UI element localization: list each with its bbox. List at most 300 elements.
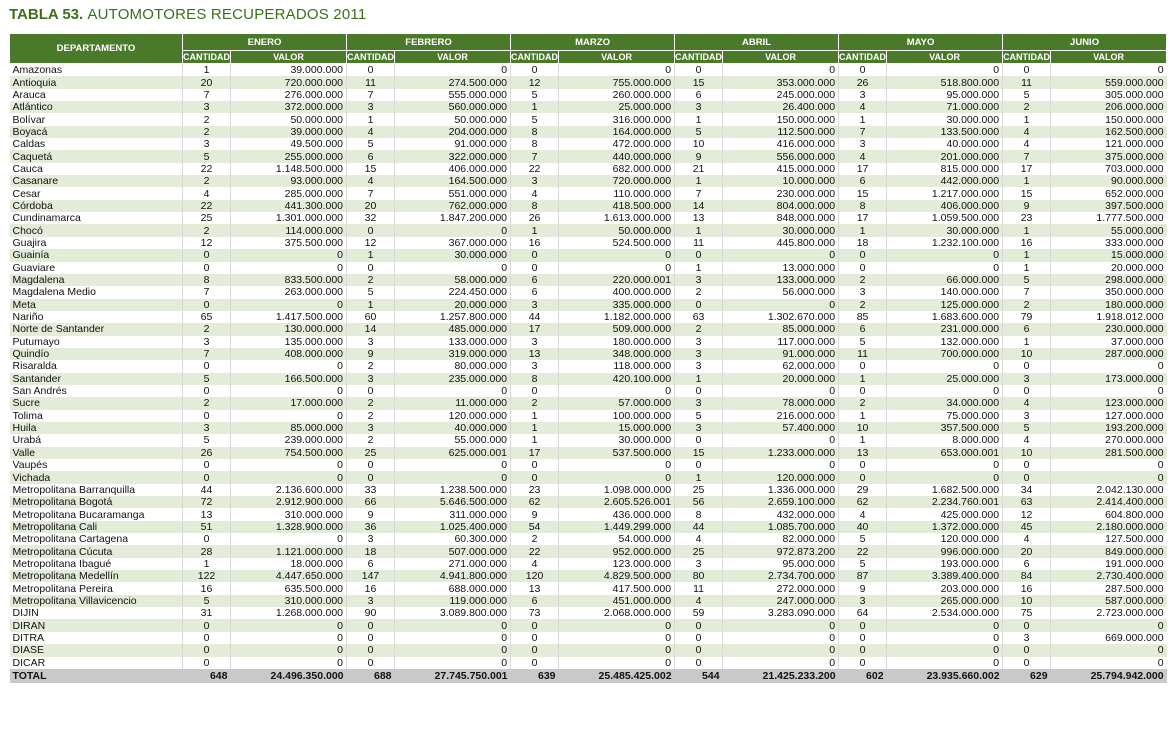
cantidad-cell: 5 bbox=[839, 533, 887, 545]
cantidad-cell: 6 bbox=[511, 286, 559, 298]
valor-cell: 0 bbox=[1051, 471, 1167, 483]
departamento-cell: Vichada bbox=[10, 471, 183, 483]
valor-cell: 0 bbox=[723, 385, 839, 397]
valor-cell: 91.000.000 bbox=[395, 138, 511, 150]
cantidad-cell: 6 bbox=[347, 558, 395, 570]
valor-cell: 117.000.000 bbox=[723, 336, 839, 348]
cantidad-cell: 0 bbox=[1003, 471, 1051, 483]
departamento-cell: Guainía bbox=[10, 249, 183, 261]
cantidad-cell: 4 bbox=[1003, 434, 1051, 446]
header-valor: VALOR bbox=[559, 51, 675, 64]
cantidad-cell: 7 bbox=[183, 89, 231, 101]
valor-cell: 3.389.400.000 bbox=[887, 570, 1003, 582]
valor-cell: 1.182.000.000 bbox=[559, 311, 675, 323]
cantidad-cell: 22 bbox=[839, 545, 887, 557]
departamento-cell: Vaupés bbox=[10, 459, 183, 471]
cantidad-cell: 20 bbox=[347, 200, 395, 212]
cantidad-cell: 7 bbox=[1003, 286, 1051, 298]
cantidad-cell: 90 bbox=[347, 607, 395, 619]
header-valor: VALOR bbox=[231, 51, 347, 64]
valor-cell: 271.000.000 bbox=[395, 558, 511, 570]
valor-cell: 4.447.650.000 bbox=[231, 570, 347, 582]
valor-cell: 472.000.000 bbox=[559, 138, 675, 150]
departamento-cell: DITRA bbox=[10, 632, 183, 644]
valor-cell: 25.000.000 bbox=[559, 101, 675, 113]
cantidad-cell: 1 bbox=[675, 373, 723, 385]
cantidad-cell: 5 bbox=[1003, 274, 1051, 286]
cantidad-cell: 0 bbox=[839, 64, 887, 77]
cantidad-cell: 10 bbox=[839, 422, 887, 434]
valor-cell: 285.000.000 bbox=[231, 187, 347, 199]
cantidad-cell: 2 bbox=[1003, 299, 1051, 311]
valor-cell: 1.059.500.000 bbox=[887, 212, 1003, 224]
departamento-cell: Huila bbox=[10, 422, 183, 434]
valor-cell: 415.000.000 bbox=[723, 163, 839, 175]
table-row bbox=[10, 299, 1167, 311]
table-body bbox=[10, 64, 1167, 669]
cantidad-cell: 5 bbox=[183, 150, 231, 162]
valor-cell: 322.000.000 bbox=[395, 150, 511, 162]
valor-cell: 0 bbox=[723, 434, 839, 446]
valor-cell: 0 bbox=[723, 632, 839, 644]
cantidad-cell: 3 bbox=[675, 101, 723, 113]
valor-cell: 1.302.670.000 bbox=[723, 311, 839, 323]
valor-cell: 1.233.000.000 bbox=[723, 447, 839, 459]
cantidad-cell: 3 bbox=[347, 533, 395, 545]
cantidad-cell: 8 bbox=[183, 274, 231, 286]
valor-cell: 0 bbox=[559, 64, 675, 77]
cantidad-cell: 8 bbox=[511, 126, 559, 138]
valor-cell: 164.500.000 bbox=[395, 175, 511, 187]
cantidad-cell: 0 bbox=[183, 657, 231, 669]
valor-cell: 416.000.000 bbox=[723, 138, 839, 150]
cantidad-cell: 26 bbox=[183, 447, 231, 459]
cantidad-cell: 9 bbox=[1003, 200, 1051, 212]
valor-cell: 0 bbox=[395, 632, 511, 644]
cantidad-cell: 2 bbox=[183, 175, 231, 187]
table-row bbox=[10, 76, 1167, 88]
valor-cell: 551.000.000 bbox=[395, 187, 511, 199]
valor-cell: 5.646.500.000 bbox=[395, 496, 511, 508]
valor-cell: 432.000.000 bbox=[723, 508, 839, 520]
cantidad-cell: 7 bbox=[511, 150, 559, 162]
valor-cell: 121.000.000 bbox=[1051, 138, 1167, 150]
table-row bbox=[10, 150, 1167, 162]
valor-cell: 1.232.100.000 bbox=[887, 237, 1003, 249]
valor-cell: 0 bbox=[559, 657, 675, 669]
cantidad-cell: 5 bbox=[347, 138, 395, 150]
cantidad-cell: 3 bbox=[675, 558, 723, 570]
valor-cell: 372.000.000 bbox=[231, 101, 347, 113]
cantidad-cell: 13 bbox=[675, 212, 723, 224]
valor-cell: 235.000.000 bbox=[395, 373, 511, 385]
valor-cell: 193.200.000 bbox=[1051, 422, 1167, 434]
table-row bbox=[10, 595, 1167, 607]
valor-cell: 30.000.000 bbox=[887, 224, 1003, 236]
valor-cell: 206.000.000 bbox=[1051, 101, 1167, 113]
departamento-cell: Santander bbox=[10, 373, 183, 385]
cantidad-cell: 0 bbox=[183, 249, 231, 261]
valor-cell: 625.000.001 bbox=[395, 447, 511, 459]
valor-cell: 216.000.000 bbox=[723, 410, 839, 422]
cantidad-cell: 5 bbox=[1003, 89, 1051, 101]
cantidad-cell: 3 bbox=[511, 336, 559, 348]
cantidad-cell: 44 bbox=[675, 521, 723, 533]
cantidad-cell: 0 bbox=[347, 262, 395, 274]
data-table bbox=[9, 33, 1167, 683]
valor-cell: 132.000.000 bbox=[887, 336, 1003, 348]
valor-cell: 305.000.000 bbox=[1051, 89, 1167, 101]
valor-cell: 1.449.299.000 bbox=[559, 521, 675, 533]
cantidad-cell: 17 bbox=[839, 163, 887, 175]
valor-cell: 1.301.000.000 bbox=[231, 212, 347, 224]
valor-cell: 0 bbox=[559, 385, 675, 397]
valor-cell: 0 bbox=[887, 459, 1003, 471]
cantidad-cell: 1 bbox=[1003, 262, 1051, 274]
table-row bbox=[10, 644, 1167, 656]
valor-cell: 57.000.000 bbox=[559, 397, 675, 409]
valor-cell: 485.000.000 bbox=[395, 323, 511, 335]
valor-cell: 2.730.400.000 bbox=[1051, 570, 1167, 582]
total-valor: 21.425.233.200 bbox=[723, 669, 839, 683]
cantidad-cell: 0 bbox=[511, 644, 559, 656]
cantidad-cell: 3 bbox=[183, 422, 231, 434]
valor-cell: 442.000.000 bbox=[887, 175, 1003, 187]
cantidad-cell: 9 bbox=[347, 508, 395, 520]
valor-cell: 0 bbox=[231, 385, 347, 397]
valor-cell: 135.000.000 bbox=[231, 336, 347, 348]
cantidad-cell: 12 bbox=[1003, 508, 1051, 520]
cantidad-cell: 10 bbox=[675, 138, 723, 150]
valor-cell: 15.000.000 bbox=[559, 422, 675, 434]
departamento-cell: DIJIN bbox=[10, 607, 183, 619]
valor-cell: 1.148.500.000 bbox=[231, 163, 347, 175]
cantidad-cell: 45 bbox=[1003, 521, 1051, 533]
table-row bbox=[10, 508, 1167, 520]
valor-cell: 263.000.000 bbox=[231, 286, 347, 298]
cantidad-cell: 0 bbox=[839, 249, 887, 261]
table-row bbox=[10, 496, 1167, 508]
valor-cell: 120.000.000 bbox=[395, 410, 511, 422]
valor-cell: 319.000.000 bbox=[395, 348, 511, 360]
cantidad-cell: 3 bbox=[511, 299, 559, 311]
cantidad-cell: 0 bbox=[1003, 644, 1051, 656]
table-row bbox=[10, 373, 1167, 385]
table-row bbox=[10, 397, 1167, 409]
valor-cell: 30.000.000 bbox=[559, 434, 675, 446]
valor-cell: 39.000.000 bbox=[231, 64, 347, 77]
valor-cell: 0 bbox=[231, 644, 347, 656]
table-row bbox=[10, 101, 1167, 113]
valor-cell: 287.000.000 bbox=[1051, 348, 1167, 360]
cantidad-cell: 0 bbox=[347, 459, 395, 471]
valor-cell: 2.414.400.000 bbox=[1051, 496, 1167, 508]
cantidad-cell: 0 bbox=[839, 619, 887, 631]
cantidad-cell: 1 bbox=[347, 299, 395, 311]
departamento-cell: Cundinamarca bbox=[10, 212, 183, 224]
cantidad-cell: 0 bbox=[839, 459, 887, 471]
cantidad-cell: 1 bbox=[675, 224, 723, 236]
valor-cell: 350.000.000 bbox=[1051, 286, 1167, 298]
valor-cell: 0 bbox=[723, 644, 839, 656]
valor-cell: 0 bbox=[723, 459, 839, 471]
cantidad-cell: 0 bbox=[347, 644, 395, 656]
valor-cell: 1.777.500.000 bbox=[1051, 212, 1167, 224]
cantidad-cell: 0 bbox=[1003, 385, 1051, 397]
valor-cell: 20.000.000 bbox=[723, 373, 839, 385]
cantidad-cell: 2 bbox=[511, 533, 559, 545]
valor-cell: 0 bbox=[1051, 657, 1167, 669]
valor-cell: 0 bbox=[1051, 619, 1167, 631]
table-row bbox=[10, 558, 1167, 570]
valor-cell: 0 bbox=[887, 249, 1003, 261]
valor-cell: 55.000.000 bbox=[395, 434, 511, 446]
cantidad-cell: 11 bbox=[839, 348, 887, 360]
valor-cell: 348.000.000 bbox=[559, 348, 675, 360]
cantidad-cell: 0 bbox=[839, 360, 887, 372]
cantidad-cell: 1 bbox=[183, 64, 231, 77]
cantidad-cell: 11 bbox=[1003, 76, 1051, 88]
total-valor: 24.496.350.000 bbox=[231, 669, 347, 683]
valor-cell: 755.000.000 bbox=[559, 76, 675, 88]
cantidad-cell: 0 bbox=[347, 64, 395, 77]
cantidad-cell: 5 bbox=[1003, 422, 1051, 434]
cantidad-cell: 0 bbox=[511, 262, 559, 274]
cantidad-cell: 3 bbox=[1003, 632, 1051, 644]
departamento-cell: Metropolitana Cartagena bbox=[10, 533, 183, 545]
cantidad-cell: 1 bbox=[675, 262, 723, 274]
valor-cell: 1.268.000.000 bbox=[231, 607, 347, 619]
cantidad-cell: 5 bbox=[183, 434, 231, 446]
valor-cell: 239.000.000 bbox=[231, 434, 347, 446]
cantidad-cell: 0 bbox=[347, 471, 395, 483]
valor-cell: 555.000.000 bbox=[395, 89, 511, 101]
cantidad-cell: 2 bbox=[347, 410, 395, 422]
cantidad-cell: 3 bbox=[839, 89, 887, 101]
cantidad-cell: 18 bbox=[347, 545, 395, 557]
valor-cell: 220.000.001 bbox=[559, 274, 675, 286]
cantidad-cell: 26 bbox=[511, 212, 559, 224]
valor-cell: 130.000.000 bbox=[231, 323, 347, 335]
cantidad-cell: 29 bbox=[839, 484, 887, 496]
cantidad-cell: 10 bbox=[1003, 447, 1051, 459]
total-cantidad: 544 bbox=[675, 669, 723, 683]
cantidad-cell: 87 bbox=[839, 570, 887, 582]
cantidad-cell: 1 bbox=[839, 410, 887, 422]
cantidad-cell: 3 bbox=[675, 348, 723, 360]
cantidad-cell: 79 bbox=[1003, 311, 1051, 323]
cantidad-cell: 2 bbox=[183, 323, 231, 335]
cantidad-cell: 0 bbox=[675, 434, 723, 446]
cantidad-cell: 36 bbox=[347, 521, 395, 533]
cantidad-cell: 9 bbox=[839, 582, 887, 594]
cantidad-cell: 11 bbox=[675, 582, 723, 594]
valor-cell: 2.234.760.001 bbox=[887, 496, 1003, 508]
table-row bbox=[10, 471, 1167, 483]
valor-cell: 2.723.000.000 bbox=[1051, 607, 1167, 619]
valor-cell: 66.000.000 bbox=[887, 274, 1003, 286]
valor-cell: 85.000.000 bbox=[231, 422, 347, 434]
valor-cell: 180.000.000 bbox=[559, 336, 675, 348]
valor-cell: 587.000.000 bbox=[1051, 595, 1167, 607]
valor-cell: 0 bbox=[395, 619, 511, 631]
departamento-cell: Metropolitana Pereira bbox=[10, 582, 183, 594]
valor-cell: 0 bbox=[1051, 459, 1167, 471]
cantidad-cell: 8 bbox=[839, 200, 887, 212]
valor-cell: 10.000.000 bbox=[723, 175, 839, 187]
valor-cell: 310.000.000 bbox=[231, 595, 347, 607]
valor-cell: 556.000.000 bbox=[723, 150, 839, 162]
cantidad-cell: 0 bbox=[675, 644, 723, 656]
cantidad-cell: 9 bbox=[675, 150, 723, 162]
cantidad-cell: 11 bbox=[347, 76, 395, 88]
cantidad-cell: 3 bbox=[511, 175, 559, 187]
cantidad-cell: 0 bbox=[675, 619, 723, 631]
table-row bbox=[10, 224, 1167, 236]
cantidad-cell: 25 bbox=[183, 212, 231, 224]
cantidad-cell: 12 bbox=[511, 76, 559, 88]
valor-cell: 310.000.000 bbox=[231, 508, 347, 520]
valor-cell: 0 bbox=[1051, 385, 1167, 397]
valor-cell: 40.000.000 bbox=[887, 138, 1003, 150]
valor-cell: 40.000.000 bbox=[395, 422, 511, 434]
cantidad-cell: 1 bbox=[839, 113, 887, 125]
valor-cell: 0 bbox=[559, 632, 675, 644]
valor-cell: 0 bbox=[559, 459, 675, 471]
departamento-cell: Guaviare bbox=[10, 262, 183, 274]
cantidad-cell: 4 bbox=[1003, 138, 1051, 150]
cantidad-cell: 0 bbox=[183, 459, 231, 471]
valor-cell: 193.000.000 bbox=[887, 558, 1003, 570]
table-row bbox=[10, 484, 1167, 496]
valor-cell: 537.500.000 bbox=[559, 447, 675, 459]
departamento-cell: Caldas bbox=[10, 138, 183, 150]
cantidad-cell: 1 bbox=[511, 410, 559, 422]
cantidad-cell: 63 bbox=[1003, 496, 1051, 508]
valor-cell: 996.000.000 bbox=[887, 545, 1003, 557]
valor-cell: 247.000.000 bbox=[723, 595, 839, 607]
valor-cell: 353.000.000 bbox=[723, 76, 839, 88]
valor-cell: 120.000.000 bbox=[887, 533, 1003, 545]
cantidad-cell: 6 bbox=[1003, 558, 1051, 570]
cantidad-cell: 9 bbox=[511, 508, 559, 520]
table-row bbox=[10, 336, 1167, 348]
departamento-cell: Urabá bbox=[10, 434, 183, 446]
valor-cell: 60.300.000 bbox=[395, 533, 511, 545]
cantidad-cell: 4 bbox=[1003, 397, 1051, 409]
valor-cell: 0 bbox=[231, 533, 347, 545]
valor-cell: 0 bbox=[1051, 360, 1167, 372]
valor-cell: 1.682.500.000 bbox=[887, 484, 1003, 496]
valor-cell: 0 bbox=[395, 459, 511, 471]
total-valor: 25.485.425.002 bbox=[559, 669, 675, 683]
header-cantidad: CANTIDAD bbox=[839, 52, 887, 62]
valor-cell: 509.000.000 bbox=[559, 323, 675, 335]
departamento-cell: Arauca bbox=[10, 89, 183, 101]
valor-cell: 669.000.000 bbox=[1051, 632, 1167, 644]
valor-cell: 0 bbox=[231, 299, 347, 311]
departamento-cell: Metropolitana Ibagué bbox=[10, 558, 183, 570]
cantidad-cell: 15 bbox=[347, 163, 395, 175]
cantidad-cell: 34 bbox=[1003, 484, 1051, 496]
valor-cell: 75.000.000 bbox=[887, 410, 1003, 422]
cantidad-cell: 2 bbox=[183, 113, 231, 125]
valor-cell: 37.000.000 bbox=[1051, 336, 1167, 348]
header-cantidad: CANTIDAD bbox=[675, 52, 723, 62]
table-row bbox=[10, 410, 1167, 422]
valor-cell: 231.000.000 bbox=[887, 323, 1003, 335]
valor-cell: 166.500.000 bbox=[231, 373, 347, 385]
valor-cell: 3.283.090.000 bbox=[723, 607, 839, 619]
cantidad-cell: 13 bbox=[511, 348, 559, 360]
departamento-cell: Magdalena Medio bbox=[10, 286, 183, 298]
departamento-cell: Metropolitana Bucaramanga bbox=[10, 508, 183, 520]
valor-cell: 54.000.000 bbox=[559, 533, 675, 545]
valor-cell: 95.000.000 bbox=[887, 89, 1003, 101]
cantidad-cell: 7 bbox=[839, 126, 887, 138]
table-row bbox=[10, 348, 1167, 360]
valor-cell: 150.000.000 bbox=[1051, 113, 1167, 125]
cantidad-cell: 1 bbox=[347, 249, 395, 261]
cantidad-cell: 17 bbox=[1003, 163, 1051, 175]
valor-cell: 441.300.000 bbox=[231, 200, 347, 212]
valor-cell: 287.500.000 bbox=[1051, 582, 1167, 594]
valor-cell: 804.000.000 bbox=[723, 200, 839, 212]
valor-cell: 436.000.000 bbox=[559, 508, 675, 520]
table-row bbox=[10, 582, 1167, 594]
cantidad-cell: 3 bbox=[347, 373, 395, 385]
departamento-cell: Metropolitana Bogotá bbox=[10, 496, 183, 508]
cantidad-cell: 0 bbox=[839, 657, 887, 669]
valor-cell: 50.000.000 bbox=[231, 113, 347, 125]
valor-cell: 849.000.000 bbox=[1051, 545, 1167, 557]
valor-cell: 1.025.400.000 bbox=[395, 521, 511, 533]
valor-cell: 4.941.800.000 bbox=[395, 570, 511, 582]
cantidad-cell: 3 bbox=[839, 595, 887, 607]
cantidad-cell: 1 bbox=[839, 434, 887, 446]
valor-cell: 1.417.500.000 bbox=[231, 311, 347, 323]
valor-cell: 204.000.000 bbox=[395, 126, 511, 138]
cantidad-cell: 2 bbox=[675, 323, 723, 335]
total-valor: 25.794.942.000 bbox=[1051, 669, 1167, 683]
cantidad-cell: 10 bbox=[1003, 595, 1051, 607]
valor-cell: 0 bbox=[231, 410, 347, 422]
valor-cell: 451.000.000 bbox=[559, 595, 675, 607]
cantidad-cell: 85 bbox=[839, 311, 887, 323]
total-cantidad: 602 bbox=[839, 669, 887, 683]
valor-cell: 2.605.526.001 bbox=[559, 496, 675, 508]
cantidad-cell: 22 bbox=[183, 200, 231, 212]
departamento-cell: Metropolitana Cali bbox=[10, 521, 183, 533]
header-month: ENERO bbox=[183, 34, 347, 51]
valor-cell: 1.217.000.000 bbox=[887, 187, 1003, 199]
cantidad-cell: 2 bbox=[347, 434, 395, 446]
cantidad-cell: 3 bbox=[675, 274, 723, 286]
cantidad-cell: 9 bbox=[347, 348, 395, 360]
cantidad-cell: 3 bbox=[675, 336, 723, 348]
cantidad-cell: 0 bbox=[839, 644, 887, 656]
table-row bbox=[10, 274, 1167, 286]
cantidad-cell: 25 bbox=[675, 545, 723, 557]
valor-cell: 0 bbox=[1051, 644, 1167, 656]
valor-cell: 367.000.000 bbox=[395, 237, 511, 249]
valor-cell: 274.500.000 bbox=[395, 76, 511, 88]
valor-cell: 2.912.900.000 bbox=[231, 496, 347, 508]
valor-cell: 191.000.000 bbox=[1051, 558, 1167, 570]
cantidad-cell: 0 bbox=[183, 471, 231, 483]
valor-cell: 110.000.000 bbox=[559, 187, 675, 199]
cantidad-cell: 4 bbox=[511, 558, 559, 570]
